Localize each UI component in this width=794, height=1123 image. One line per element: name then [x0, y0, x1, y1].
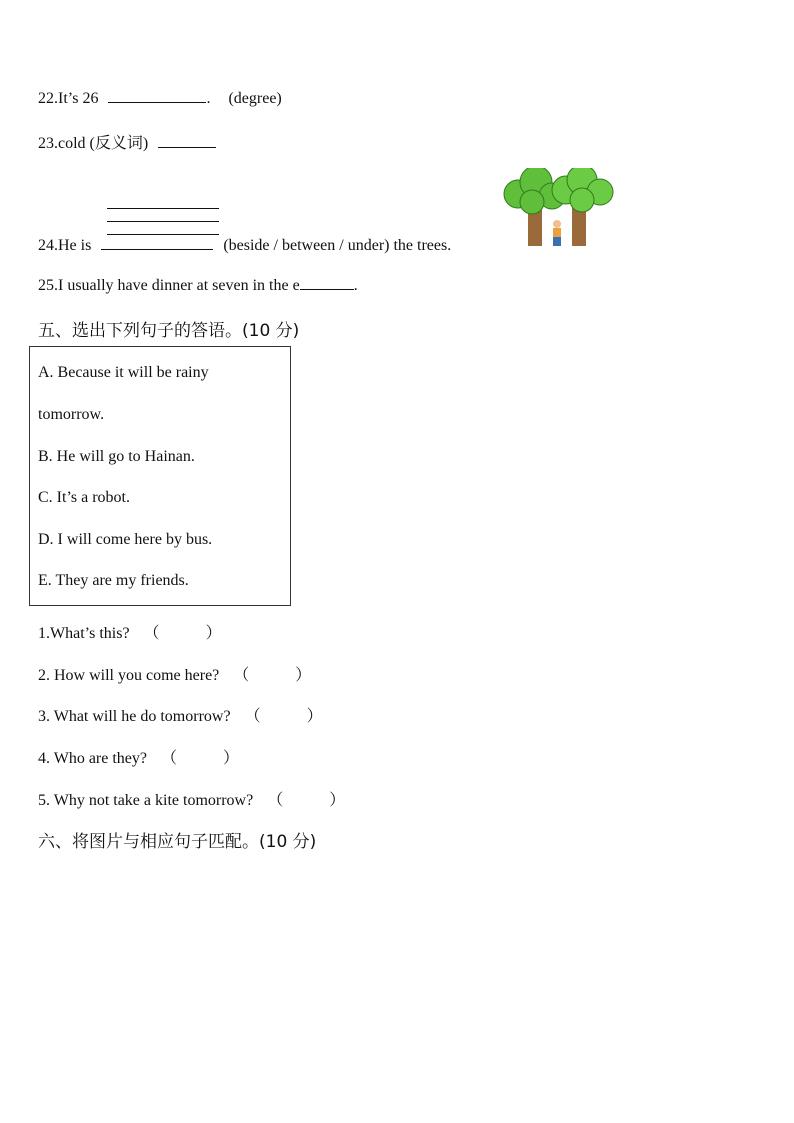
option-a: A. Because it will be rainy: [38, 364, 209, 381]
q22-suffix: .: [206, 90, 211, 107]
q24-options: (beside / between / under) the trees.: [223, 237, 452, 254]
option-d: D. I will come here by bus.: [38, 531, 213, 548]
question-text: 1.What’s this?: [38, 625, 130, 642]
section-6-title: 六、将图片与相应句子匹配。(10 分): [38, 832, 317, 852]
section5-question-4: [38, 745, 239, 768]
option-e: E. They are my friends.: [38, 572, 189, 589]
q23-text: 23.cold (反义词): [38, 135, 149, 152]
two-trees-with-boy-icon: [500, 168, 616, 248]
answer-line: [107, 221, 219, 222]
answer-blank[interactable]: [101, 235, 213, 250]
section5-question-3: [38, 703, 323, 726]
section5-question-1: [38, 620, 222, 643]
q22-prefix: 22.It’s 26: [38, 90, 99, 107]
section5-question-5: [38, 787, 345, 810]
paren-open: （: [244, 708, 261, 725]
boy-figure: [553, 220, 561, 246]
question-24: [38, 235, 451, 255]
q25-prefix: 25.I usually have dinner at seven in the e: [38, 277, 300, 294]
paren-open: （: [267, 792, 284, 809]
paren-close: ）: [329, 792, 346, 809]
option-b: B. He will go to Hainan.: [38, 448, 195, 465]
option-a-continued: tomorrow.: [38, 406, 105, 423]
answer-line: [107, 208, 219, 209]
paren-open: （: [233, 667, 250, 684]
paren-close: ）: [306, 708, 323, 725]
answer-blank[interactable]: [158, 133, 216, 148]
section-5-title: 五、选出下列句子的答语。(10 分): [38, 321, 300, 341]
question-text: 3. What will he do tomorrow?: [38, 708, 231, 725]
section5-question-2: [38, 662, 311, 685]
q25-suffix: .: [353, 277, 358, 294]
paren-close: ）: [205, 625, 222, 642]
question-text: 4. Who are they?: [38, 750, 147, 767]
q22-hint: (degree): [228, 90, 282, 107]
answer-blank[interactable]: [300, 275, 354, 290]
answer-options-box: [29, 346, 291, 606]
paren-open: （: [161, 750, 178, 767]
question-text: 5. Why not take a kite tomorrow?: [38, 792, 254, 809]
q24-prefix: 24.He is: [38, 237, 92, 254]
question-text: 2. How will you come here?: [38, 667, 220, 684]
option-c: C. It’s a robot.: [38, 489, 130, 506]
paren-open: （: [143, 625, 160, 642]
paren-close: ）: [295, 667, 312, 684]
question-22: [38, 88, 282, 108]
question-25: [38, 275, 358, 295]
answer-blank[interactable]: [108, 88, 206, 103]
paren-close: ）: [223, 750, 240, 767]
question-23: [38, 130, 216, 153]
